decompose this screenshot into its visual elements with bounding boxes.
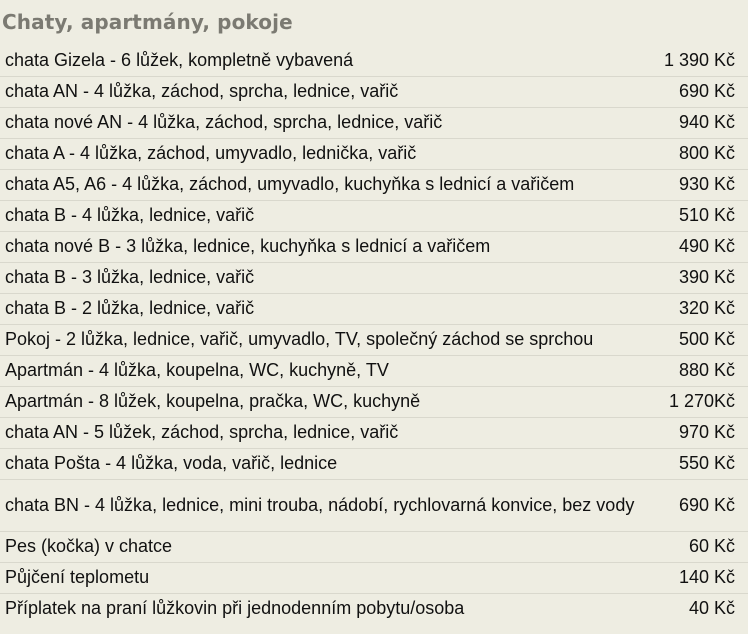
item-price: 490 Kč (678, 236, 735, 256)
table-row (0, 76, 748, 107)
item-price: 800 Kč (678, 143, 735, 163)
item-description: chata B - 3 lůžka, lednice, vařič (5, 267, 255, 287)
item-price: 880 Kč (678, 360, 735, 380)
item-description: Pes (kočka) v chatce (5, 536, 173, 556)
item-price: 930 Kč (678, 174, 735, 194)
item-price: 690 Kč (678, 494, 735, 515)
item-price: 40 Kč (688, 598, 735, 619)
item-description: Příplatek na praní lůžkovin při jednodenním pobytu/osoba (5, 598, 465, 619)
table-row (0, 138, 748, 169)
item-price: 1 270Kč (668, 391, 735, 411)
item-price: 1 390 Kč (663, 49, 735, 70)
item-description: chata B - 4 lůžka, lednice, vařič (5, 205, 255, 225)
item-price: 970 Kč (678, 422, 735, 442)
item-description: chata A5, A6 - 4 lůžka, záchod, umyvadlo, kuchyňka s lednicí a vařičem (5, 174, 575, 194)
table-row (0, 262, 748, 293)
item-price: 390 Kč (678, 267, 735, 287)
item-price: 510 Kč (678, 205, 735, 225)
item-description: chata nové B - 3 lůžka, lednice, kuchyňka s lednicí a vařičem (5, 236, 491, 256)
item-description: chata AN - 4 lůžka, záchod, sprcha, lednice, vařič (5, 81, 399, 101)
item-price: 550 Kč (678, 453, 735, 473)
table-row (0, 531, 748, 562)
table-row (0, 293, 748, 324)
item-description: Apartmán - 8 lůžek, koupelna, pračka, WC, kuchyně (5, 391, 421, 411)
item-price: 500 Kč (678, 329, 735, 349)
table-row (0, 355, 748, 386)
item-price: 60 Kč (688, 536, 735, 556)
item-price: 690 Kč (678, 81, 735, 101)
table-row (0, 562, 748, 593)
item-description: chata AN - 5 lůžek, záchod, sprcha, lednice, vařič (5, 422, 399, 442)
table-row (0, 448, 748, 479)
item-description: Pokoj - 2 lůžka, lednice, vařič, umyvadlo, TV, společný záchod se sprchou (5, 329, 594, 349)
table-row (0, 417, 748, 448)
item-price: 940 Kč (678, 112, 735, 132)
item-price: 320 Kč (678, 298, 735, 318)
table-row (0, 593, 748, 624)
item-description: chata B - 2 lůžka, lednice, vařič (5, 298, 255, 318)
table-row (0, 479, 748, 531)
item-price: 140 Kč (678, 567, 735, 587)
table-row (0, 107, 748, 138)
table-row (0, 231, 748, 262)
item-description: chata A - 4 lůžka, záchod, umyvadlo, lednička, vařič (5, 143, 417, 163)
table-row (0, 386, 748, 417)
item-description: chata BN - 4 lůžka, lednice, mini trouba, nádobí, rychlovarná konvice, bez vody (5, 494, 635, 515)
table-row (0, 45, 748, 76)
item-description: Půjčení teplometu (5, 567, 150, 587)
item-description: Apartmán - 4 lůžka, koupelna, WC, kuchyně, TV (5, 360, 389, 380)
item-description: chata nové AN - 4 lůžka, záchod, sprcha, lednice, vařič (5, 112, 443, 132)
page-title: Chaty, apartmány, pokoje (2, 10, 293, 34)
table-row (0, 200, 748, 231)
price-table (0, 45, 748, 624)
table-row (0, 169, 748, 200)
table-row (0, 324, 748, 355)
item-description: chata Pošta - 4 lůžka, voda, vařič, lednice (5, 453, 338, 473)
item-description: chata Gizela - 6 lůžek, kompletně vybavená (5, 49, 354, 70)
